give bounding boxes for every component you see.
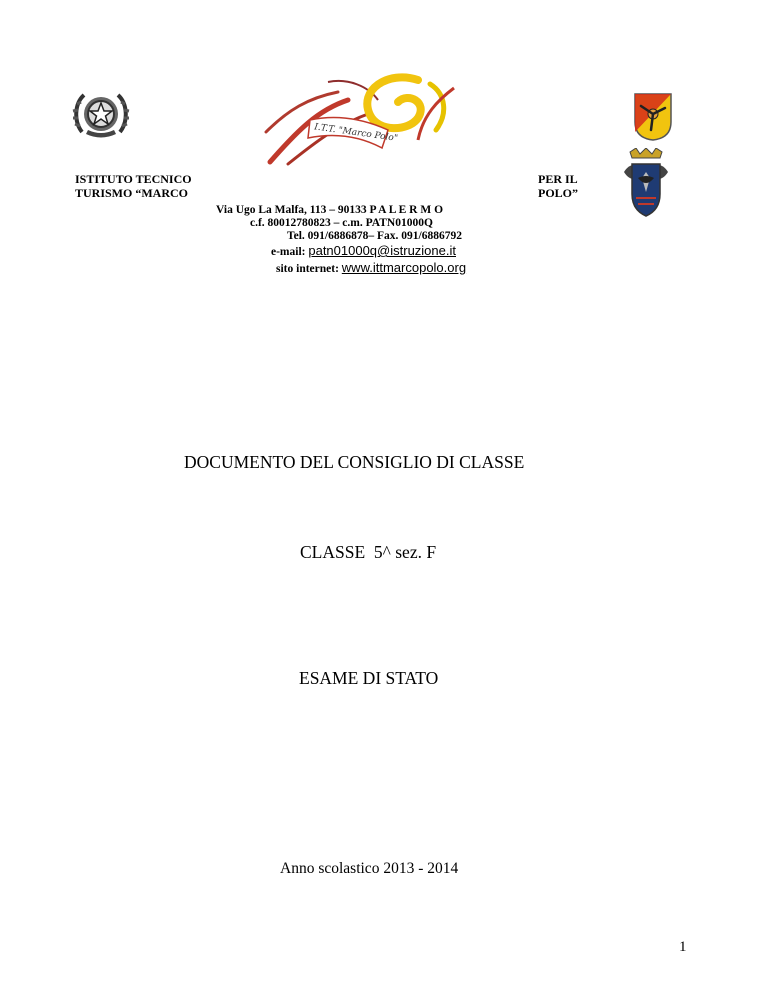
institute-name-right-line1: PER IL xyxy=(538,172,578,186)
institute-name-left-line2: TURISMO “MARCO xyxy=(75,186,188,200)
email-line xyxy=(271,244,456,259)
fiscal-code: c.f. 80012780823 – c.m. PATN01000Q xyxy=(250,217,433,229)
email-link[interactable]: patn01000q@istruzione.it xyxy=(308,243,456,258)
italian-republic-emblem-icon xyxy=(72,86,130,142)
phone-fax: Tel. 091/6886878– Fax. 091/6886792 xyxy=(287,230,462,242)
school-year: Anno scolastico 2013 - 2014 xyxy=(280,860,459,877)
school-logo xyxy=(258,70,458,170)
exam-title: ESAME DI STATO xyxy=(299,668,439,688)
website-line xyxy=(276,261,466,276)
address: Via Ugo La Malfa, 113 – 90133 P A L E R M O xyxy=(216,204,444,216)
sicily-region-emblem-icon xyxy=(633,92,673,142)
institute-name-right-line2: POLO” xyxy=(538,186,579,200)
institute-name-left-line1: ISTITUTO TECNICO xyxy=(75,172,192,186)
page-number: 1 xyxy=(679,939,687,955)
class-line: CLASSE 5^ sez. F xyxy=(300,542,437,562)
palermo-province-emblem-icon xyxy=(620,148,672,220)
document-title: DOCUMENTO DEL CONSIGLIO DI CLASSE xyxy=(184,452,525,472)
website-label: sito internet: xyxy=(276,263,339,275)
email-label: e-mail: xyxy=(271,246,306,258)
website-link[interactable]: www.ittmarcopolo.org xyxy=(341,260,467,275)
logo-text: I.T.T. "Marco Polo" xyxy=(313,122,399,144)
